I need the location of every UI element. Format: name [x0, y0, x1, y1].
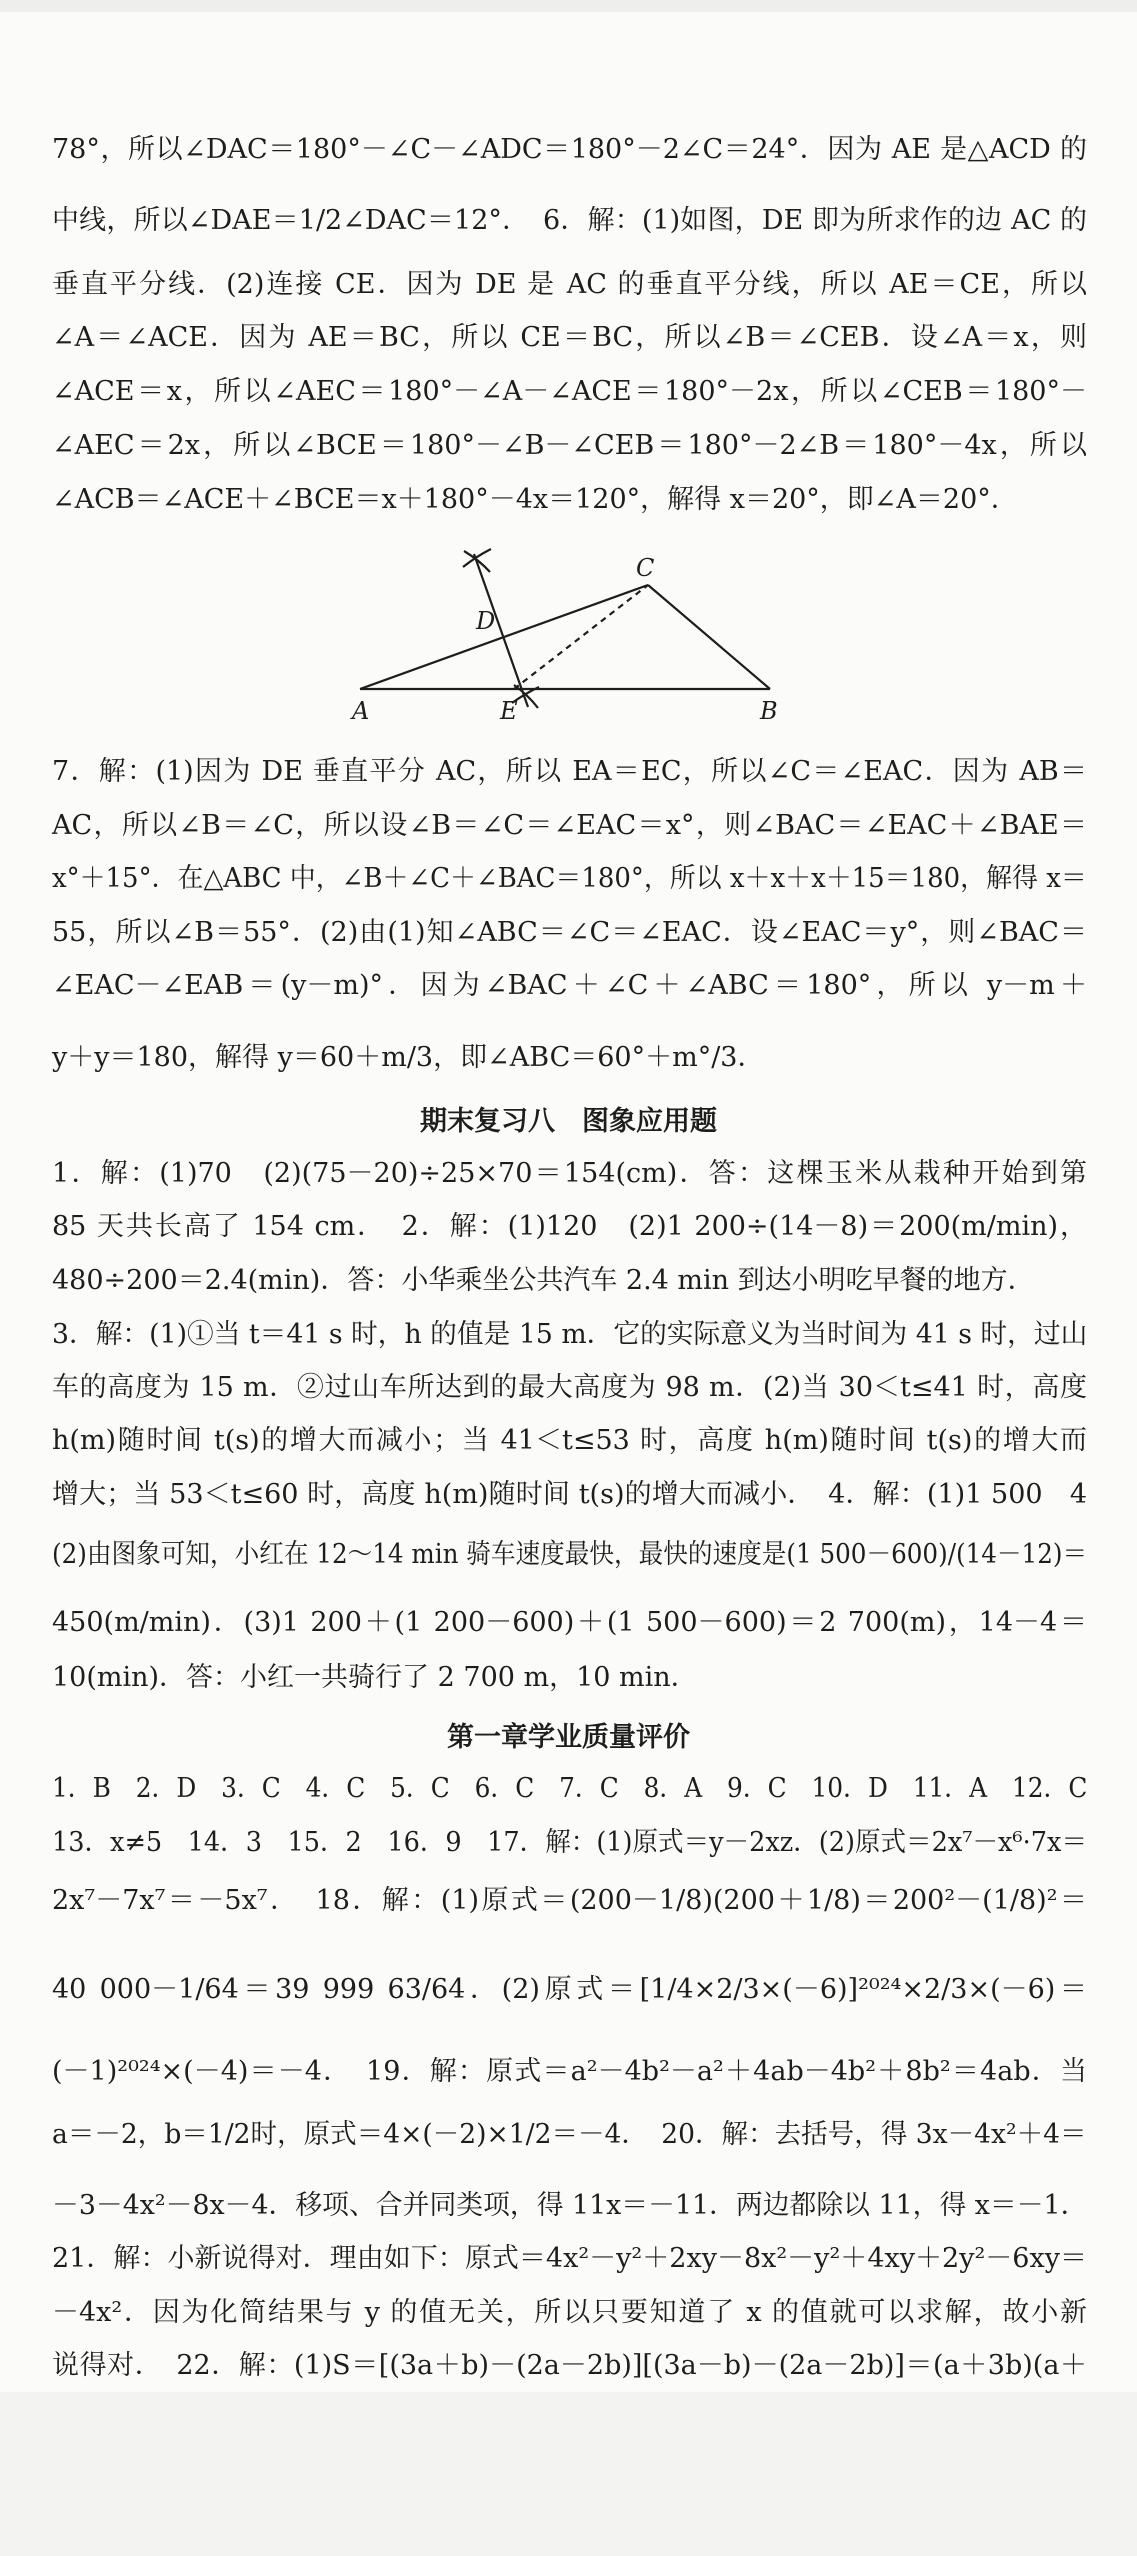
text-line: －3－4x²－8x－4．移项、合并同类项，得 11x＝－11．两边都除以 11，得 x＝－1．: [52, 2190, 1088, 2221]
text-line: 13．x≠5 14．3 15．2 16．9 17．解：(1)原式＝y－2xz．(2)原式＝2x⁷－x⁶·7x＝: [52, 1827, 1087, 1858]
text-line: 中线，所以∠DAE＝1/2∠DAC＝12°． 6．解：(1)如图，DE 即为所求作的边 AC 的: [52, 205, 1087, 236]
label-c: C: [636, 554, 655, 582]
geometry-figure: [340, 545, 800, 725]
text-line: AC，所以∠B＝∠C，所以设∠B＝∠C＝∠EAC＝x°，则∠BAC＝∠EAC＋∠BAE＝: [52, 810, 1087, 841]
text-line: 85 天共长高了 154 cm． 2．解：(1)120 (2)1 200÷(14－8)＝200(m/min)，: [52, 1211, 1087, 1242]
label-b: B: [760, 697, 778, 725]
text-line: 55，所以∠B＝55°．(2)由(1)知∠ABC＝∠C＝∠EAC．设∠EAC＝y°，则∠BAC＝: [52, 917, 1087, 948]
text-line: 3．解：(1)①当 t＝41 s 时，h 的值是 15 m．它的实际意义为当时间为 41 s 时，过山: [52, 1319, 1088, 1350]
text-line: 7．解：(1)因为 DE 垂直平分 AC，所以 EA＝EC，所以∠C＝∠EAC．因为 AB＝: [52, 756, 1087, 787]
text-line: 增大；当 53＜t≤60 时，高度 h(m)随时间 t(s)的增大而减小． 4．解：(1)1 500 4: [52, 1479, 1087, 1510]
text-line: 垂直平分线．(2)连接 CE．因为 DE 是 AC 的垂直平分线，所以 AE＝CE，所以: [52, 269, 1087, 300]
text-line: 78°，所以∠DAC＝180°－∠C－∠ADC＝180°－2∠C＝24°．因为 AE 是△ACD 的: [52, 134, 1087, 165]
section-title: 第一章学业质量评价: [447, 1722, 690, 1753]
label-d: D: [476, 607, 496, 635]
text-line: 450(m/min)．(3)1 200＋(1 200－600)＋(1 500－600)＝2 700(m)，14－4＝: [52, 1607, 1087, 1638]
label-a: A: [352, 697, 370, 725]
triangle-diagram: [340, 545, 800, 725]
text-line: ∠EAC－∠EAB＝(y－m)°．因为∠BAC＋∠C＋∠ABC＝180°，所以 y－m＋: [52, 970, 1087, 1001]
text-line: 车的高度为 15 m．②过山车所达到的最大高度为 98 m．(2)当 30＜t≤41 时，高度: [52, 1372, 1087, 1403]
text-line: y＋y＝180，解得 y＝60＋m/3，即∠ABC＝60°＋m°/3．: [52, 1042, 765, 1073]
page-top-edge: [0, 0, 1137, 12]
text-line: a＝－2，b＝1/2时，原式＝4×(－2)×1/2＝－4． 20．解：去括号，得 3x－4x²＋4＝: [52, 2119, 1087, 2150]
text-line: 说得对． 22．解：(1)S＝[(3a＋b)－(2a－2b)][(3a－b)－(2a－2b)]＝(a＋3b)(a＋: [52, 2350, 1087, 2381]
text-line: x°＋15°．在△ABC 中，∠B＋∠C＋∠BAC＝180°，所以 x＋x＋x＋15＝180，解得 x＝: [52, 863, 1087, 894]
text-line: 1．B 2．D 3．C 4．C 5．C 6．C 7．C 8．A 9．C 10．D 11．A 12．C: [52, 1773, 1088, 1804]
text-line: h(m)随时间 t(s)的增大而减小；当 41＜t≤53 时，高度 h(m)随时间 t(s)的增大而: [52, 1425, 1087, 1456]
segment-ce-dashed: [514, 585, 648, 689]
text-line: 480÷200＝2.4(min)．答：小华乘坐公共汽车 2.4 min 到达小明吃早餐的地方．: [52, 1265, 1035, 1296]
text-line: －4x²．因为化简结果与 y 的值无关，所以只要知道了 x 的值就可以求解，故小新: [52, 2297, 1087, 2328]
text-line: ∠A＝∠ACE．因为 AE＝BC，所以 CE＝BC，所以∠B＝∠CEB．设∠A＝x，则: [52, 322, 1087, 353]
text-line: ∠ACB＝∠ACE＋∠BCE＝x＋180°－4x＝120°，解得 x＝20°，即∠A＝20°．: [52, 484, 1018, 515]
text-line: 1．解：(1)70 (2)(75－20)÷25×70＝154(cm)．答：这棵玉米从栽种开始到第: [52, 1158, 1087, 1189]
segment-cb: [648, 585, 770, 689]
text-line: (2)由图象可知，小红在 12～14 min 骑车速度最快，最快的速度是(1 500－600)/(14－12)＝: [52, 1539, 1088, 1570]
label-e: E: [500, 697, 518, 725]
section-title: 期末复习八 图象应用题: [420, 1106, 717, 1137]
text-line: 10(min)．答：小红一共骑行了 2 700 m，10 min．: [52, 1662, 698, 1693]
text-line: ∠AEC＝2x，所以∠BCE＝180°－∠B－∠CEB＝180°－2∠B＝180°－4x，所以: [52, 430, 1087, 461]
text-line: 40 000－1/64＝39 999 63/64．(2)原式＝[1/4×2/3×(－6)]²⁰²⁴×2/3×(－6)＝: [52, 1974, 1087, 2005]
page-bottom-margin: [0, 2392, 1137, 2556]
text-line: 2x⁷－7x⁷＝－5x⁷． 18．解：(1)原式＝(200－1/8)(200＋1/8)＝200²－(1/8)²＝: [52, 1885, 1087, 1916]
text-line: (－1)²⁰²⁴×(－4)＝－4． 19．解：原式＝a²－4b²－a²＋4ab－4b²＋8b²＝4ab．当: [52, 2056, 1087, 2087]
text-line: ∠ACE＝x，所以∠AEC＝180°－∠A－∠ACE＝180°－2x，所以∠CEB＝180°－: [52, 376, 1087, 407]
text-line: 21．解：小新说得对．理由如下：原式＝4x²－y²＋2xy－8x²－y²＋4xy＋2y²－6xy＝: [52, 2243, 1087, 2274]
